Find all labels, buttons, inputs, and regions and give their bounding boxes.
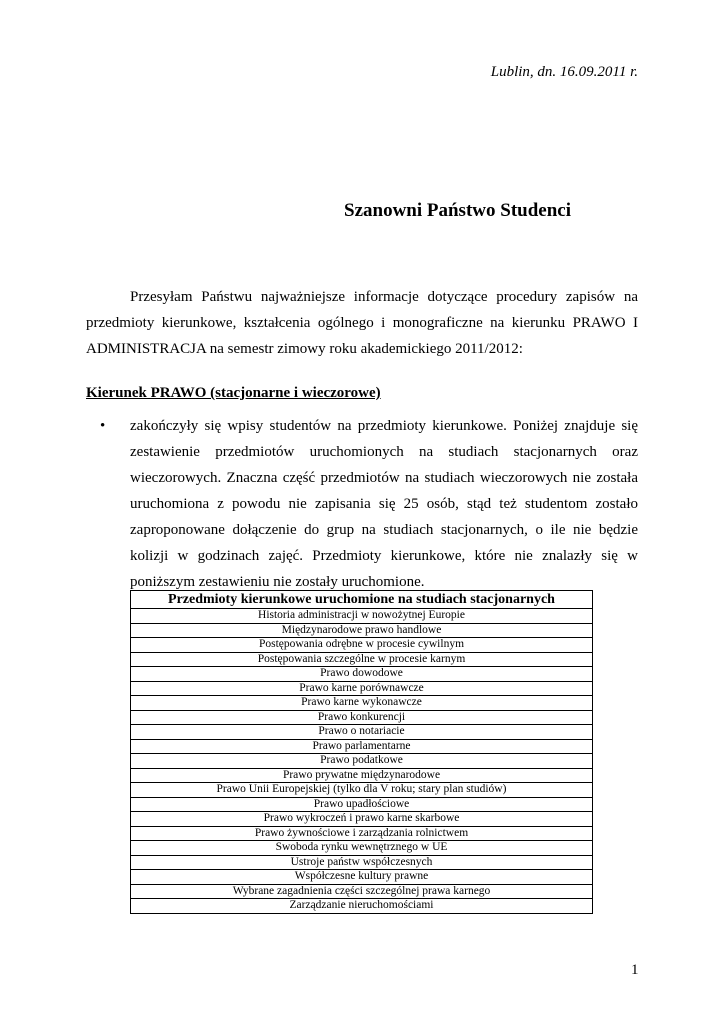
table-body [131, 609, 593, 914]
table-header-row [131, 591, 593, 609]
table-row [131, 696, 593, 711]
table-row [131, 609, 593, 624]
table-cell: Prawo karne wykonawcze [131, 696, 593, 711]
table-cell: Prawo o notariacie [131, 725, 593, 740]
bullet-text: zakończyły się wpisy studentów na przedmioty kierunkowe. Poniżej znajduje się zestawienie przedmiotów uruchomionych na studiach stacjonarnych oraz wieczorowych. Znaczna część przedmiotów na studiach wieczorowych nie została uruchomiona z powodu nie zapisania się 25 osób, stąd też studentom zostało zaproponowane dołączenie do grup na studiach stacjonarnych, o ile nie będzie kolizji w godzinach zajęć. Przedmioty kierunkowe, które nie znalazły się w poniższym zestawieniu nie zostały uruchomione. [130, 418, 638, 590]
table-cell: Swoboda rynku wewnętrznego w UE [131, 841, 593, 856]
table-row [131, 623, 593, 638]
table-row [131, 754, 593, 769]
table-row [131, 797, 593, 812]
table-cell: Współczesne kultury prawne [131, 870, 593, 885]
table-cell: Wybrane zagadnienia części szczególnej prawa karnego [131, 884, 593, 899]
table-cell: Prawo żywnościowe i zarządzania rolnictwem [131, 826, 593, 841]
table-row [131, 826, 593, 841]
table-cell: Prawo parlamentarne [131, 739, 593, 754]
subjects-table [130, 590, 593, 914]
table-cell: Prawo upadłościowe [131, 797, 593, 812]
table-header: Przedmioty kierunkowe uruchomione na studiach stacjonarnych [131, 591, 593, 609]
bullet-item [100, 413, 638, 595]
table-cell: Ustroje państw współczesnych [131, 855, 593, 870]
table-row [131, 667, 593, 682]
table-row [131, 884, 593, 899]
table-row [131, 899, 593, 914]
table-cell: Prawo Unii Europejskiej (tylko dla V roku; stary plan studiów) [131, 783, 593, 798]
table-row [131, 652, 593, 667]
table-row [131, 638, 593, 653]
table-row [131, 681, 593, 696]
table-cell: Zarządzanie nieruchomościami [131, 899, 593, 914]
intro-paragraph: Przesyłam Państwu najważniejsze informacje dotyczące procedury zapisów na przedmioty kierunkowe, kształcenia ogólnego i monograficzne na kierunku PRAWO I ADMINISTRACJA na semestr zimowy roku akademickiego 2011/2012: [86, 289, 638, 357]
table-cell: Prawo karne porównawcze [131, 681, 593, 696]
table-cell: Postępowania odrębne w procesie cywilnym [131, 638, 593, 653]
table-cell: Prawo konkurencji [131, 710, 593, 725]
table-row [131, 739, 593, 754]
table-cell: Postępowania szczególne w procesie karnym [131, 652, 593, 667]
bullet-icon: • [100, 418, 106, 434]
table-cell: Prawo podatkowe [131, 754, 593, 769]
table-row [131, 725, 593, 740]
date-line: Lublin, dn. 16.09.2011 r. [490, 64, 638, 80]
table-row [131, 855, 593, 870]
salutation-heading: Szanowni Państwo Studenci [344, 200, 571, 221]
table-row [131, 870, 593, 885]
table-row [131, 768, 593, 783]
table-row [131, 841, 593, 856]
page-number: 1 [631, 962, 639, 978]
section-heading: Kierunek PRAWO (stacjonarne i wieczorowe) [86, 385, 381, 401]
table-cell: Prawo wykroczeń i prawo karne skarbowe [131, 812, 593, 827]
table-cell: Prawo dowodowe [131, 667, 593, 682]
table-cell: Prawo prywatne międzynarodowe [131, 768, 593, 783]
table-cell: Międzynarodowe prawo handlowe [131, 623, 593, 638]
table-cell: Historia administracji w nowożytnej Europie [131, 609, 593, 624]
table-row [131, 710, 593, 725]
table-row [131, 812, 593, 827]
table-row [131, 783, 593, 798]
